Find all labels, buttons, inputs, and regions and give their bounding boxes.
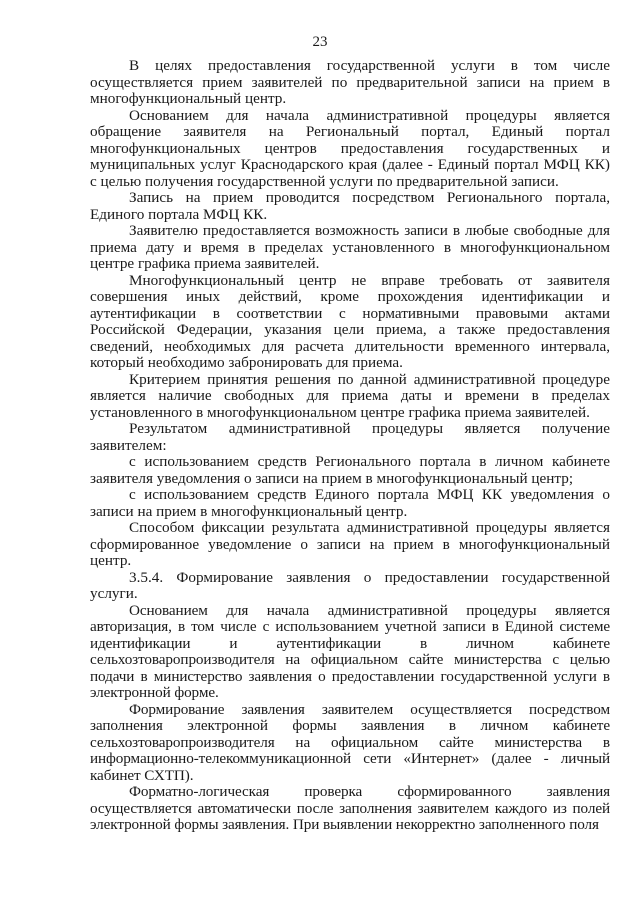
paragraph: Заявителю предоставляется возможность записи в любые свободные для приема дату и время в пределах установленного в многофункциональном центре графика приема заявителей.	[90, 222, 610, 272]
paragraph: Способом фиксации результата административной процедуры является сформированное уведомление о записи на прием в многофункциональный центр.	[90, 519, 610, 569]
paragraph: Основанием для начала административной процедуры является авторизация, в том числе с использованием учетной записи в Единой системе идентификации и аутентификации в личном кабинете сельхозтоваропроизводителя на официальном сайте министерства с целью подачи в министерство заявления о предоставлении государственной услуги в электронной форме.	[90, 601, 610, 701]
paragraph: В целях предоставления государственной услуги в том числе осуществляется прием заявителей по предварительной записи на прием в многофункциональный центр.	[90, 57, 610, 107]
document-body	[90, 58, 610, 834]
paragraph: Критерием принятия решения по данной административной процедуре является наличие свободных для приема даты и времени в пределах установленного в многофункциональном центре графика приема заявителей.	[90, 370, 610, 421]
paragraph: Результатом административной процедуры является получение заявителем:	[90, 420, 610, 454]
paragraph: Основанием для начала административной процедуры является обращение заявителя на Региональный портал, Единый портал многофункциональных центров предоставления государственных и муниципальных услуг Краснодарского края (далее - Единый портал МФЦ КК) с целью получения государственной услуги по предварительной записи.	[90, 106, 610, 190]
paragraph: Многофункциональный центр не вправе требовать от заявителя совершения иных действий, кроме прохождения идентификации и аутентификации в соответствии с нормативными правовыми актами Российской Федерации, указания цели приема, а также предоставления сведений, необходимых для расчета длительности временного интервала, который необходимо забронировать для приема.	[90, 271, 610, 371]
paragraph: Формирование заявления заявителем осуществляется посредством заполнения электронной формы заявления в личном кабинете сельхозтоваропроизводителя на официальном сайте министерства в информационно-телекоммуникационной сети «Интернет» (далее - личный кабинет СХТП).	[90, 700, 610, 784]
paragraph: Запись на прием проводится посредством Регионального портала, Единого портала МФЦ КК.	[90, 189, 610, 223]
page-number: 23	[312, 34, 328, 50]
paragraph: Форматно-логическая проверка сформированного заявления осуществляется автоматически после заполнения заявителем каждого из полей электронной формы заявления. При выявлении некорректно заполненного поля	[90, 783, 610, 833]
section-heading: 3.5.4. Формирование заявления о предоставлении государственной услуги.	[90, 568, 610, 602]
paragraph: с использованием средств Единого портала МФЦ КК уведомления о записи на прием в многофункциональный центр.	[90, 486, 610, 520]
paragraph: с использованием средств Регионального портала в личном кабинете заявителя уведомления о записи на прием в многофункциональный центр;	[90, 453, 610, 487]
